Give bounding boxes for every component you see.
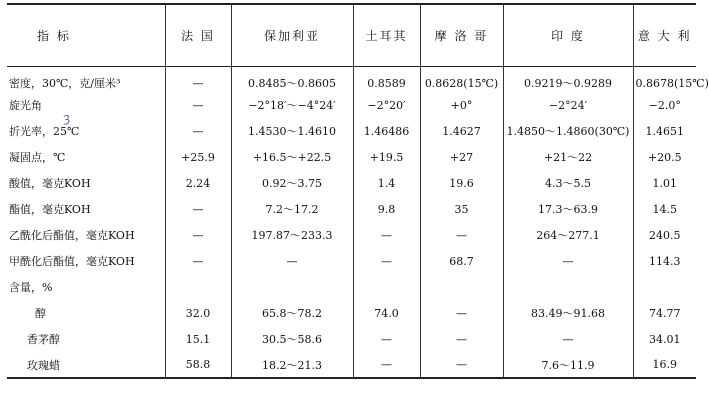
table-cell: — bbox=[165, 196, 231, 222]
table-cell: 18.2～21.3 bbox=[231, 352, 353, 378]
table-cell: 30.5～58.6 bbox=[231, 326, 353, 352]
table-row bbox=[7, 248, 696, 274]
table-cell: −2°24′ bbox=[503, 92, 633, 118]
table-cell: 19.6 bbox=[420, 170, 503, 196]
table-cell: 0.8678(15℃) bbox=[633, 66, 696, 92]
row-label: 旋光角 bbox=[9, 99, 42, 112]
table-cell: 197.87～233.3 bbox=[231, 222, 353, 248]
table-cell: 83.49～91.68 bbox=[503, 300, 633, 326]
row-label: 酸值，毫克KOH bbox=[9, 177, 91, 190]
table-row bbox=[7, 300, 696, 326]
table-cell: +25.9 bbox=[165, 144, 231, 170]
table-cell: — bbox=[353, 248, 420, 274]
handwritten-mark: 3 bbox=[61, 112, 73, 128]
table-cell: +0° bbox=[420, 92, 503, 118]
table-cell: 2.24 bbox=[165, 170, 231, 196]
table-row bbox=[7, 66, 696, 92]
table-cell: 16.9 bbox=[633, 352, 696, 378]
table-cell: +19.5 bbox=[353, 144, 420, 170]
table-cell: 58.8 bbox=[165, 352, 231, 378]
table-cell: +20.5 bbox=[633, 144, 696, 170]
table-cell: 32.0 bbox=[165, 300, 231, 326]
row-label: 折光率，25℃ bbox=[9, 125, 80, 138]
table-cell: 9.8 bbox=[353, 196, 420, 222]
table-cell bbox=[633, 274, 696, 300]
header-country: 意 大 利 bbox=[633, 4, 696, 66]
table-cell: 0.9219～0.9289 bbox=[503, 66, 633, 92]
table-cell: — bbox=[420, 222, 503, 248]
table-cell: 4.3～5.5 bbox=[503, 170, 633, 196]
table-cell: — bbox=[503, 326, 633, 352]
table-cell: 68.7 bbox=[420, 248, 503, 274]
table-cell: 0.8589 bbox=[353, 66, 420, 92]
table-cell: 1.4 bbox=[353, 170, 420, 196]
table-cell: 74.0 bbox=[353, 300, 420, 326]
table-cell: 1.46486 bbox=[353, 118, 420, 144]
table-cell: — bbox=[353, 222, 420, 248]
table-cell: — bbox=[353, 326, 420, 352]
table-row bbox=[7, 118, 696, 144]
table-cell: +21～22 bbox=[503, 144, 633, 170]
table-cell: 1.4627 bbox=[420, 118, 503, 144]
table-cell: 7.6～11.9 bbox=[503, 352, 633, 378]
table-cell: 0.92～3.75 bbox=[231, 170, 353, 196]
table-row bbox=[7, 92, 696, 118]
table-cell bbox=[231, 274, 353, 300]
table-cell: +27 bbox=[420, 144, 503, 170]
table-cell: — bbox=[420, 300, 503, 326]
header-indicator: 指 标 bbox=[7, 4, 165, 66]
table-cell: — bbox=[165, 66, 231, 92]
table-cell: 1.4651 bbox=[633, 118, 696, 144]
table-cell: 1.4530～1.4610 bbox=[231, 118, 353, 144]
table-cell: — bbox=[165, 118, 231, 144]
table-cell: — bbox=[420, 326, 503, 352]
table-cell: — bbox=[420, 352, 503, 378]
table-cell: 15.1 bbox=[165, 326, 231, 352]
table-cell: — bbox=[353, 352, 420, 378]
row-label: 含量，% bbox=[9, 281, 53, 294]
table-cell: 0.8485～0.8605 bbox=[231, 66, 353, 92]
table-row bbox=[7, 326, 696, 352]
table-cell: 7.2～17.2 bbox=[231, 196, 353, 222]
header-country: 法 国 bbox=[165, 4, 231, 66]
table-cell: 1.4850～1.4860(30℃) bbox=[503, 118, 633, 144]
row-label: 甲酰化后酯值，毫克KOH bbox=[9, 255, 135, 268]
table-cell: 264～277.1 bbox=[503, 222, 633, 248]
header-country: 土耳其 bbox=[353, 4, 420, 66]
table-cell bbox=[353, 274, 420, 300]
table-cell: — bbox=[165, 222, 231, 248]
table-row bbox=[7, 352, 696, 378]
table-cell: 35 bbox=[420, 196, 503, 222]
table-cell: +16.5～+22.5 bbox=[231, 144, 353, 170]
table-cell: 114.3 bbox=[633, 248, 696, 274]
row-label: 凝固点，℃ bbox=[9, 151, 66, 164]
row-label: 乙酰化后酯值，毫克KOH bbox=[9, 229, 135, 242]
table-header-row bbox=[7, 4, 696, 66]
table-cell: 240.5 bbox=[633, 222, 696, 248]
row-label: 醇 bbox=[35, 307, 46, 320]
table-row bbox=[7, 222, 696, 248]
table-row bbox=[7, 274, 696, 300]
table-cell: 34.01 bbox=[633, 326, 696, 352]
table-cell: −2°20′ bbox=[353, 92, 420, 118]
header-country: 保加利亚 bbox=[231, 4, 353, 66]
table-cell: 65.8～78.2 bbox=[231, 300, 353, 326]
rose-oil-specification-table bbox=[7, 3, 709, 379]
table-cell: −2°18′～−4°24′ bbox=[231, 92, 353, 118]
table-body bbox=[7, 66, 709, 378]
table-cell: 74.77 bbox=[633, 300, 696, 326]
table-cell: — bbox=[503, 248, 633, 274]
table-cell: 0.8628(15℃) bbox=[420, 66, 503, 92]
table-cell bbox=[420, 274, 503, 300]
table-cell: 1.01 bbox=[633, 170, 696, 196]
header-country: 摩 洛 哥 bbox=[420, 4, 503, 66]
table-cell: 17.3～63.9 bbox=[503, 196, 633, 222]
row-label: 香茅醇 bbox=[27, 333, 60, 346]
table-cell: — bbox=[165, 92, 231, 118]
row-label: 酯值，毫克KOH bbox=[9, 203, 91, 216]
header-country: 印 度 bbox=[503, 4, 633, 66]
table-row bbox=[7, 196, 696, 222]
row-label: 玫瑰蜡 bbox=[7, 352, 165, 378]
table-row bbox=[7, 170, 696, 196]
row-label: 密度，30℃，克/厘米³ bbox=[9, 77, 121, 91]
table-row bbox=[7, 144, 696, 170]
table-cell bbox=[503, 274, 633, 300]
table-cell bbox=[165, 274, 231, 300]
table-cell: 14.5 bbox=[633, 196, 696, 222]
table-cell: — bbox=[165, 248, 231, 274]
table-cell: — bbox=[231, 248, 353, 274]
table-cell: −2.0° bbox=[633, 92, 696, 118]
